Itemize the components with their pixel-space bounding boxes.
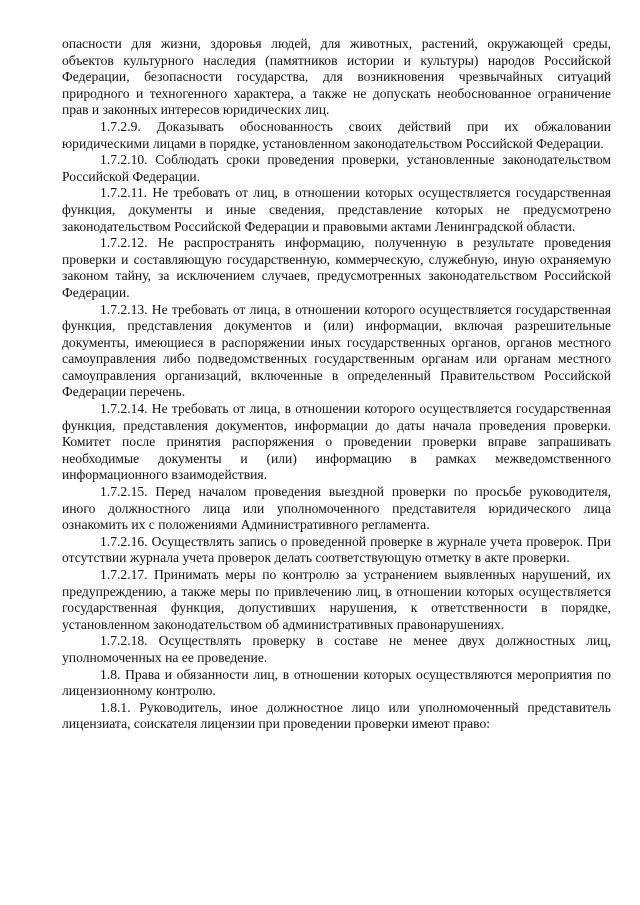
paragraph-continuation: опасности для жизни, здоровья людей, для животных, растений, окружающей среды, объектов культурного наследия (памятников истории и культуры) народов Российской Федерации, безопасности государства, для возникновения чрезвычайных ситуаций природного и техногенного характера, а также не допускать необоснованное ограничение прав и законных интересов юридических лиц. bbox=[62, 36, 611, 118]
paragraph-1-7-2-13: 1.7.2.13. Не требовать от лица, в отношении которого осуществляется государственная функция, представления документов и (или) информации, включая разрешительные документы, имеющиеся в распоряжении иных государственных органов, органов местного самоуправления либо подведомственных государственным органам или органам местного самоуправления организаций, включенные в определенный Правительством Российской Федерации перечень. bbox=[62, 301, 611, 400]
paragraph-1-8: 1.8. Права и обязанности лиц, в отношении которых осуществляются мероприятия по лицензионному контролю. bbox=[62, 666, 611, 699]
document-page bbox=[62, 36, 611, 733]
paragraph-1-7-2-9: 1.7.2.9. Доказывать обоснованность своих действий при их обжаловании юридическими лицами в порядке, установленном законодательством Российской Федерации. bbox=[62, 118, 611, 151]
paragraph-1-7-2-11: 1.7.2.11. Не требовать от лиц, в отношении которых осуществляется государственная функция, документы и иные сведения, представление которых не предусмотрено законодательством Российской Федерации и правовыми актами Ленинградской области. bbox=[62, 185, 611, 234]
paragraph-1-7-2-14: 1.7.2.14. Не требовать от лица, в отношении которого осуществляется государственная функция, представления документов, информации до даты начала проведения проверки. Комитет после принятия распоряжения о проведении проверки вправе запрашивать необходимые документы и (или) информацию в рамках межведомственного информационного взаимодействия. bbox=[62, 401, 611, 483]
paragraph-1-7-2-18: 1.7.2.18. Осуществлять проверку в составе не менее двух должностных лиц, уполномоченных на ее проведение. bbox=[62, 633, 611, 665]
paragraph-1-7-2-12: 1.7.2.12. Не распространять информацию, полученную в результате проведения проверки и составляющую государственную, коммерческую, служебную, иную охраняемую законом тайну, за исключением случаев, предусмотренных законодательством Российской Федерации. bbox=[62, 235, 611, 300]
paragraph-1-7-2-10: 1.7.2.10. Соблюдать сроки проведения проверки, установленные законодательством Российской Федерации. bbox=[62, 152, 611, 184]
paragraph-1-8-1: 1.8.1. Руководитель, иное должностное лицо или уполномоченный представитель лицензиата, соискателя лицензии при проведении проверки имеют право: bbox=[62, 699, 611, 732]
paragraph-1-7-2-15: 1.7.2.15. Перед началом проведения выездной проверки по просьбе руководителя, иного должностного лица или уполномоченного представителя юридического лица ознакомить их с положениями Административного регламента. bbox=[62, 484, 611, 533]
paragraph-1-7-2-16: 1.7.2.16. Осуществлять запись о проведенной проверке в журнале учета проверок. При отсутствии журнала учета проверок делать соответствующую отметку в акте проверки. bbox=[62, 533, 611, 566]
paragraph-1-7-2-17: 1.7.2.17. Принимать меры по контролю за устранением выявленных нарушений, их предупреждению, а также меры по привлечению лиц, в отношении которых осуществляется государственная функция, допустивших нарушения, к ответственности в порядке, установленном законодательством об административных правонарушениях. bbox=[62, 567, 611, 632]
